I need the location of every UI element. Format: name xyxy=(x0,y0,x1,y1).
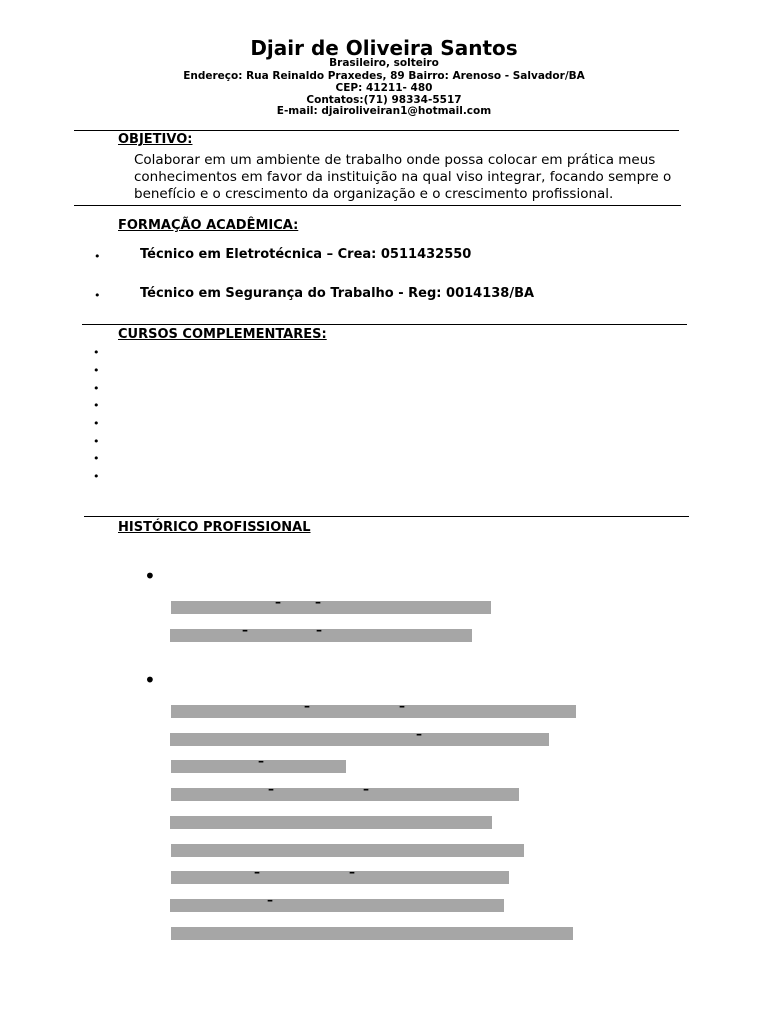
dash: – xyxy=(242,623,248,637)
objetivo-line: Colaborar em um ambiente de trabalho onde possa colocar em prática meus xyxy=(134,152,656,168)
redacted-line xyxy=(171,782,519,801)
objetivo-line: conhecimentos em favor da instituição na qual viso integrar, focando sempre o xyxy=(134,169,672,185)
bullet: • xyxy=(93,435,100,448)
dash: – xyxy=(304,699,310,713)
dash: – xyxy=(268,782,274,796)
objetivo-title: OBJETIVO: xyxy=(118,132,193,147)
redacted-line xyxy=(170,623,472,642)
dash: – xyxy=(349,865,355,879)
formacao-item: Técnico em Segurança do Trabalho - Reg: 0014138/BA xyxy=(140,286,535,301)
bullet: • xyxy=(93,364,100,377)
dash: – xyxy=(258,754,264,768)
formacao-item: Técnico em Eletrotécnica – Crea: 0511432550 xyxy=(140,247,472,262)
formacao-title: FORMAÇÃO ACADÊMICA: xyxy=(118,218,299,233)
redacted-line xyxy=(171,699,576,718)
bullet: • xyxy=(94,250,101,263)
cursos-title: CURSOS COMPLEMENTARES: xyxy=(118,327,327,342)
email: E-mail: djairoliveiran1@hotmail.com xyxy=(276,105,492,117)
bullet: • xyxy=(93,399,100,412)
cep: CEP: 41211- 480 xyxy=(335,82,433,94)
objetivo-line: benefício e o crescimento da organização e o crescimento profissional. xyxy=(134,186,614,202)
bullet: • xyxy=(144,668,156,692)
dash: – xyxy=(315,595,321,609)
dash: – xyxy=(275,595,281,609)
dash: – xyxy=(267,893,273,907)
objetivo-text xyxy=(134,152,714,203)
redacted-line xyxy=(171,844,524,857)
divider xyxy=(74,205,681,206)
bullet: • xyxy=(93,382,100,395)
divider xyxy=(82,324,687,325)
divider xyxy=(74,130,679,131)
bullet: • xyxy=(93,452,100,465)
candidate-name: Djair de Oliveira Santos xyxy=(250,36,518,60)
bullet: • xyxy=(144,564,156,588)
redacted-line xyxy=(171,754,346,773)
redacted-line xyxy=(171,595,491,614)
personal-status: Brasileiro, solteiro xyxy=(329,57,439,69)
redacted-line xyxy=(170,727,549,746)
redacted-line xyxy=(170,893,504,912)
dash: – xyxy=(399,699,405,713)
redacted-line xyxy=(170,816,492,829)
address: Endereço: Rua Reinaldo Praxedes, 89 Bairro: Arenoso - Salvador/BA xyxy=(183,70,585,82)
dash: – xyxy=(416,727,422,741)
bullet: • xyxy=(93,346,100,359)
bullet: • xyxy=(93,470,100,483)
divider xyxy=(84,516,689,517)
redacted-line xyxy=(171,927,573,940)
dash: – xyxy=(254,865,260,879)
dash: – xyxy=(316,623,322,637)
dash: – xyxy=(363,782,369,796)
bullet: • xyxy=(94,289,101,302)
bullet: • xyxy=(93,417,100,430)
redacted-line xyxy=(171,865,509,884)
historico-title: HISTÓRICO PROFISSIONAL xyxy=(118,520,311,535)
contacts: Contatos:(71) 98334-5517 xyxy=(306,94,462,106)
